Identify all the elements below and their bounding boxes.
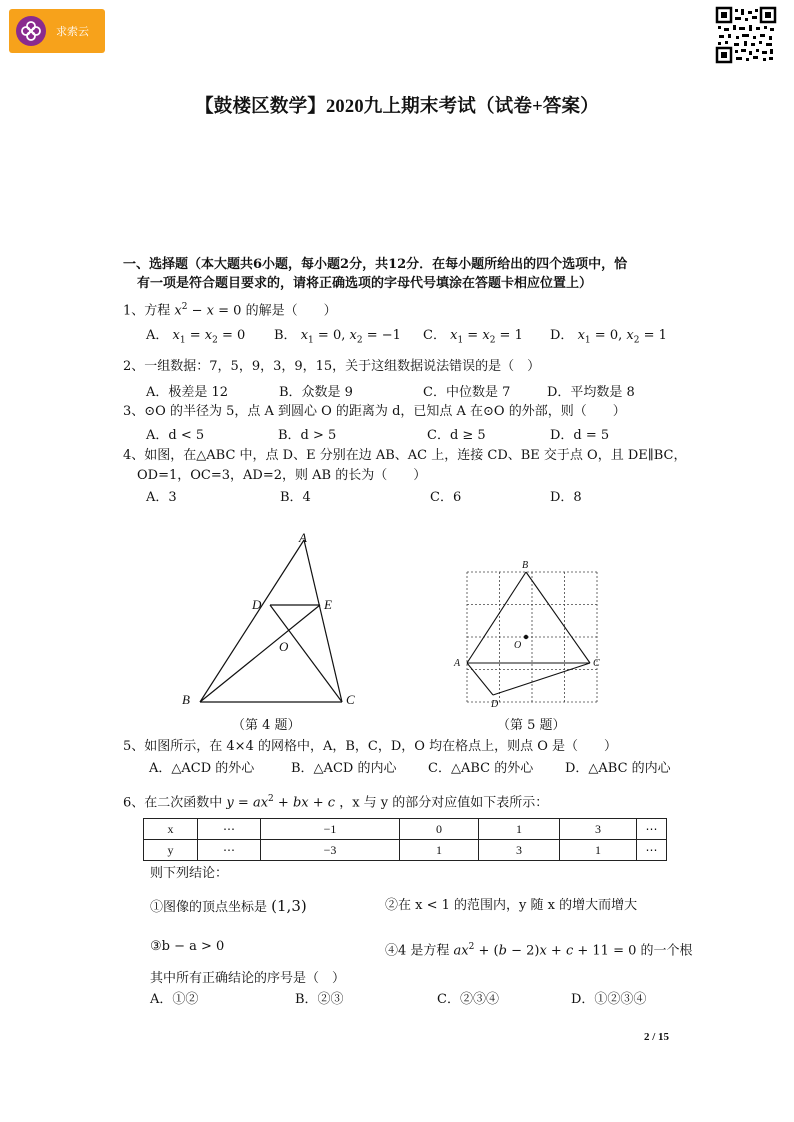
table-cell: −3 [261, 840, 400, 861]
section-heading-line2: 有一项是符合题目要求的，请将正确选项的字母代号填涂在答题卡相应位置上） [137, 276, 593, 291]
q5-label-o: O [514, 640, 522, 651]
page-title: 【鼓楼区数学】2020九上期末考试（试卷+答案） [195, 97, 599, 117]
q4-stem-line1: 4、如图，在△ABC 中，点 D、E 分别在边 AB、AC 上，连接 CD、BE 交于点 O，且 DE∥BC， [123, 448, 687, 463]
brand-logo [9, 9, 105, 53]
table-cell: 3 [479, 840, 560, 861]
table-cell: ⋯ [637, 819, 667, 840]
q1-option-a-label: A． [146, 328, 169, 343]
q6-option-b: B．②③ [295, 992, 344, 1007]
qr-code-icon [715, 6, 777, 64]
q1-option-b: B． $x_1 = 0$, $x_2 = -1$ [274, 328, 401, 346]
q3-option-a: A．d < 5 [146, 428, 205, 443]
table-cell: 1 [479, 819, 560, 840]
q5-stem: 5、如图所示，在 4×4 的网格中，A，B，C，D，O 均在格点上，则点 O 是（ ） [123, 739, 617, 754]
q4-label-a: A [299, 530, 307, 545]
q6-option-a: A．①② [150, 992, 199, 1007]
q4-label-o: O [279, 639, 289, 654]
q1-option-d: D． $x_1 = 0$, $x_2 = 1$ [550, 328, 667, 346]
q4-label-c: C [346, 692, 355, 707]
q4-triangle-figure [170, 525, 370, 715]
q6-conclusion-1-value: (1,3) [271, 897, 307, 915]
logo-text: 求索云 [56, 25, 89, 38]
q2-option-b: B．众数是 9 [279, 385, 353, 400]
q6-conclusion-1-text: ①图像的顶点坐标是 [150, 900, 268, 915]
q5-option-b: B．△ACD 的内心 [291, 761, 397, 776]
q2-option-a: A．极差是 12 [146, 385, 229, 400]
q5-point-o [524, 635, 528, 639]
page-number: 2 / 15 [644, 1031, 670, 1043]
q5-option-d: D．△ABC 的内心 [565, 761, 671, 776]
q3-option-c: C．d ≥ 5 [427, 428, 486, 443]
q4-label-e: E [324, 597, 332, 612]
q1-option-b-label: B． [274, 328, 297, 343]
q6-conclusion-1 [150, 897, 307, 917]
q4-option-c: C．6 [430, 490, 462, 505]
q6-stem: 6、在二次函数中 $y = ax^2$ + bx + c ，x 与 y 的部分对应值如下表所示： [123, 794, 549, 811]
q5-option-a: A．△ACD 的外心 [149, 761, 255, 776]
table-cell: ⋯ [637, 840, 667, 861]
table-cell: 1 [560, 840, 637, 861]
q6-conclusion-4-prefix: ④4 是方程 [385, 943, 450, 959]
table-cell: x [144, 819, 198, 840]
q4-caption: （第 4 题） [232, 718, 301, 733]
q3-stem: 3、⊙O 的半径为 5，点 A 到圆心 O 的距离为 d，已知点 A 在⊙O 的外部，则（ ） [123, 404, 626, 419]
table-row-y [144, 840, 667, 861]
q1-stem: 1、方程 $x^2 - x = 0$ 的解是（ ） [123, 302, 337, 319]
table-cell: 1 [400, 840, 479, 861]
q6-stem-prefix: 6、在二次函数中 [123, 795, 223, 811]
q4-label-d: D [252, 597, 262, 612]
q5-label-a: A [454, 658, 461, 669]
q1-option-a: A． $x_1 = x_2 = 0$ [146, 328, 246, 346]
q6-conclusion-3: ③b − a > 0 [150, 939, 225, 954]
q6-option-c: C．②③④ [437, 992, 499, 1007]
q6-conclusion-4-suffix: 的一个根 [640, 943, 693, 959]
q6-stem-suffix: ，x 与 y 的部分对应值如下表所示： [339, 795, 549, 811]
q5-grid-figure [450, 555, 610, 715]
q2-option-d: D．平均数是 8 [547, 385, 635, 400]
q6-conclusion-intro: 则下列结论： [150, 866, 229, 881]
table-row-x [144, 819, 667, 840]
q3-option-d: D．d = 5 [550, 428, 610, 443]
q6-ask: 其中所有正确结论的序号是（ ） [150, 971, 346, 986]
q4-option-a: A．3 [146, 490, 177, 505]
table-cell: 0 [400, 819, 479, 840]
q6-conclusion-2: ②在 x < 1 的范围内，y 随 x 的增大而增大 [385, 898, 638, 913]
q5-label-d: D [491, 699, 499, 710]
q1-option-d-label: D． [550, 328, 574, 343]
q3-option-b: B．d > 5 [278, 428, 337, 443]
table-cell: ⋯ [198, 840, 261, 861]
q2-stem: 2、一组数据：7，5，9，3，9，15，关于这组数据说法错误的是（ ） [123, 359, 541, 374]
q1-option-c-label: C． [423, 328, 446, 343]
table-cell: −1 [261, 819, 400, 840]
section-heading-line1: 一、选择题（本大题共6小题，每小题2分，共12分．在每小题所给出的四个选项中，恰 [123, 257, 628, 272]
q4-option-b: B．4 [280, 490, 311, 505]
q1-stem-prefix: 1、方程 [123, 303, 171, 319]
table-cell: ⋯ [198, 819, 261, 840]
q4-stem-line2: OD=1，OC=3，AD=2，则 AB 的长为（ ） [137, 468, 427, 483]
table-cell: 3 [560, 819, 637, 840]
clover-icon [16, 16, 46, 46]
q2-option-c: C．中位数是 7 [423, 385, 511, 400]
q5-caption: （第 5 题） [497, 718, 566, 733]
q5-option-c: C．△ABC 的外心 [428, 761, 534, 776]
q4-label-b: B [182, 692, 190, 707]
table-cell: y [144, 840, 198, 861]
q5-label-c: C [593, 658, 600, 669]
q5-label-b: B [522, 560, 529, 571]
q1-equation: x [174, 303, 182, 319]
q1-option-c: C． $x_1 = x_2 = 1$ [423, 328, 523, 346]
q4-option-d: D．8 [550, 490, 582, 505]
q6-value-table [143, 818, 667, 861]
q6-option-d: D．①②③④ [571, 992, 647, 1007]
q6-conclusion-4: ④4 是方程 $ax^2 + (b - 2)x + c + 11 = 0$ 的一个根 [385, 942, 693, 959]
q1-stem-suffix: 的解是（ ） [245, 303, 337, 319]
